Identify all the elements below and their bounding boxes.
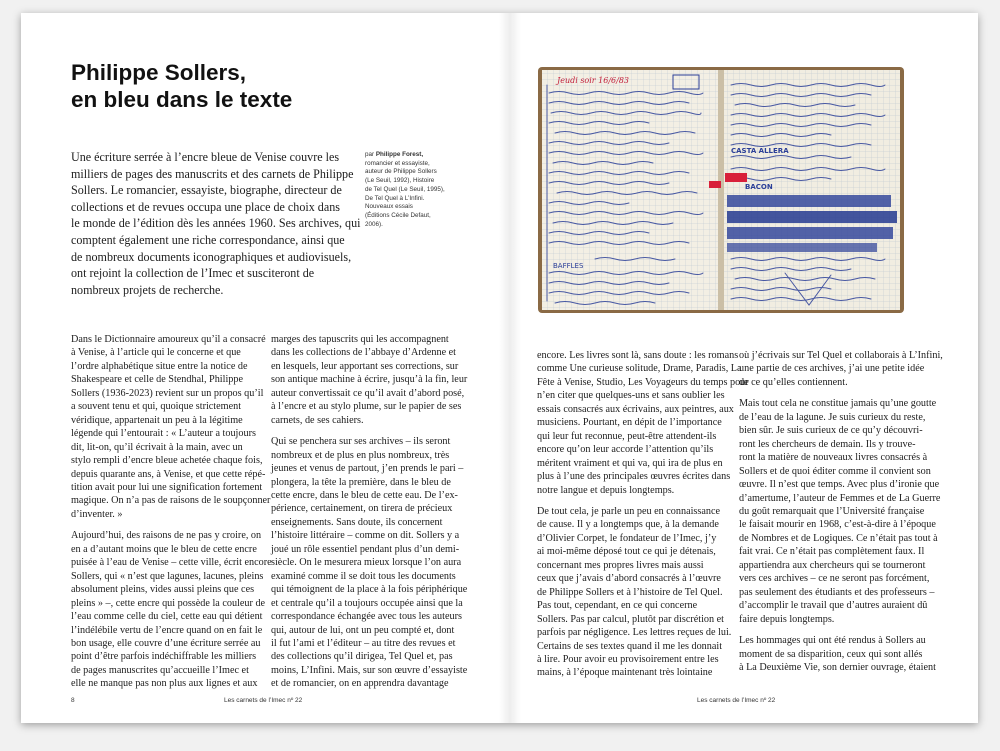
body-line: ceux que j’avais d’abord consacrés à l’œuvre [537,573,721,585]
body-line: Sollers (1936-2023) revient sur un propos qu’il [71,387,264,399]
body-line: a souvent tenu et qui, quoique strictement [71,401,242,413]
body-line: l’eau comme celle du ciel, cette eau qui détient [71,611,263,623]
body-line: carnets, de ses cahiers. [271,414,364,426]
body-line: nombreux et de plus en plus nombreux, très [271,449,450,461]
notebook-word-casta: CASTA ALLERA [731,147,789,155]
body-line: où j’écrivais sur Tel Quel et collaborais à L’Infini, [739,350,943,361]
body-line: faire depuis longtemps. [739,613,835,625]
body-line: joué un rôle essentiel pendant plus d’un demi- [271,543,460,555]
body-line: son antique machine à écrire, jusqu’à la fin, leur [271,374,468,386]
body-line: comme Une curieuse solitude, Drame, Paradis, La [537,363,742,375]
body-line: parfois par négligence. Les lettres reçues de lui. [537,627,732,639]
byline-prefix: par [365,151,376,158]
body-line: stylo rempli d’encre bleue achetée chaque fois, [71,455,263,467]
body-line: fait vrai. Ce n’était pas complètement faux. Il [739,546,925,558]
body-line: vers ces archives – ce ne seront pas forcément, [739,573,930,585]
body-line: Sollers. Pas par calcul, plutôt par discrétion et [537,613,725,625]
body-column-1 [71,333,272,691]
body-column-3 [537,349,749,680]
body-line: depuis quarante ans, à Venise, et que cette répé- [71,468,266,480]
body-line: plongera, la tête la première, dans le bleu de [271,476,451,488]
body-line: une partie de ces archives, j’ai une petite idée [739,363,925,375]
body-line: plus à l’une des principales œuvres écrites dans [537,471,731,483]
body-line: mains, à l’époque maintenant très lointaine [537,667,713,679]
body-line: cette encre, dans le bleu de cette eau. De l’ex- [271,489,458,501]
lede-line: nombreux projets de recherche. [71,282,224,297]
body-line: en a d’autant moins que le bleu de cette encre [71,543,257,555]
body-line: encore qu’on leur accorde l’attention qu’ils [537,444,714,456]
body-line: de Nombres et de Logiques. Ce n’était pas tout à [739,532,938,544]
body-line: Dans le Dictionnaire amoureux qu’il a consacré [71,334,266,345]
body-line: puisée à l’eau de Venise – cette ville, écrit encore [71,557,272,569]
page-gutter [499,13,521,723]
body-line: l’histoire littéraire – comme on dit. Sollers y a [271,530,460,542]
body-line: Pas tout, cependant, en ce qui concerne [537,600,698,612]
journal-name-right: Les carnets de l’Imec nº 22 [697,697,776,704]
body-line: à Venise, à l’article qui le concerne et que [71,347,241,359]
body-line: d’amertume, l’auteur de Femmes et de La Guerre [739,492,941,504]
body-line: l’ordre alphabétique situe entre la notice de [71,360,248,372]
body-line: bon usage, elle couvre d’une écriture serrée au [71,637,261,649]
body-line: du goût remarquait que l’Université française [739,505,925,517]
body-line: appartiendra aux chercheurs qui se tourneront [739,559,926,571]
body-line: marges des tapuscrits qui les accompagnent [271,334,449,345]
article-title [71,59,292,113]
byline-line: de Tel Quel (Le Seuil, 1995), [365,185,445,193]
body-line: à l’encre et au stylo plume, sur le papier de ses [271,401,462,413]
body-line: d’inventer. » [71,508,123,520]
body-line: Sollers et de quoi éditer comme il convient son [739,465,931,477]
body-line: Fête à Venise, Studio, Les Voyageurs du temps pour [537,376,749,388]
body-line: Les hommages qui ont été rendus à Sollers au [739,635,926,647]
body-line: musiciens. Pourtant, en dépit de l’importance [537,417,722,429]
byline-line: De Tel Quel à L’Infini. [365,194,425,202]
body-line: qui leur fut reconnue, peut-être attendent-ils [537,430,717,442]
body-line: moins, L’Infini. Mais, sur son œuvre d’essayiste [271,664,468,676]
red-ink-mark [725,173,747,182]
notebook-word-bacon: BACON [745,183,773,191]
body-line: en lesquels, leur apportant ses corrections, sur [271,360,459,372]
body-line: concernant mes propres livres mais aussi [537,559,704,571]
body-line: siècle. On le mesurera mieux lorsque l’on aura [271,557,462,569]
body-line: qui, autour de lui, ont un peu compté et, dont [271,624,455,636]
body-line: pleins » –, cette encre qui possède la couleur de [71,597,266,609]
body-line: périence, certainement, on tirera de précieux [271,503,453,515]
article-lede [71,149,361,298]
body-line: elle ne manque pas non plus aux lignes et aux [71,678,258,690]
title-line: en bleu dans le texte [71,87,293,112]
author-byline [365,151,485,229]
body-line: moment de sa disparition, ceux qui sont allés [739,648,923,660]
body-line: Shakespeare et celle de Stendhal, Philippe [71,374,243,386]
body-line: De tout cela, je parle un peu en connaissance [537,505,721,517]
lede-line: collections et de revues occupa une place de choix dans [71,199,340,214]
lede-line: comptent également une riche correspondance, ainsi que [71,232,345,247]
byline-author-line [365,151,485,160]
body-line: ai moi-même déposé tout ce qui je détenais, [537,546,716,558]
byline-line: romancier et essayiste, [365,159,430,167]
notebook-spine [718,70,724,310]
lede-line: Une écriture serrée à l’encre bleue de Venise couvre les [71,150,340,164]
body-line: Certains de ses textes quand il me les donnait [537,640,723,652]
body-line: véridique, appartenait un peu à la légitime [71,414,243,426]
notebook-word-baffles: BAFFLES [553,262,584,270]
body-line: de l’eau de la lagune. Je suis curieux du reste, [739,411,926,423]
lede-line: milliers de pages des manuscrits et des carnets de Philippe [71,166,354,181]
body-line: n’en citer que quelques-uns et sans oublier les [537,390,725,402]
body-line: jeunes et venus de partout, j’en prends le pari – [271,463,464,475]
body-line: Qui se penchera sur ses archives – ils seront [271,436,451,448]
body-line: tition avait pour lui une signification fortement [71,481,263,493]
body-line: de cause. Il y a longtemps que, à la demande [537,519,719,531]
body-line: encore. Les livres sont là, sans doute : les romans [537,350,739,361]
body-line: notre langue et depuis longtemps. [537,484,675,496]
body-line: point d’être parfois indéchiffrable les milliers [71,651,257,663]
body-line: de pages manuscrites qu’accueille l’Imec et [71,664,249,676]
title-line: Philippe Sollers, [71,60,247,85]
body-line: bien sûr. Je suis curieux de ce qu’y découvri- [739,425,923,437]
body-line: ront la matière de nouveaux livres consacrés à [739,452,928,464]
body-line: à lire. Pour avoir eu provisoirement entre les [537,653,719,665]
lede-line: de nombreux documents iconographiques et audiovisuels, [71,249,352,264]
body-line: absolument pleins, vides aussi pleins que ces [71,584,255,596]
notebook-photo [535,61,906,317]
body-line: des collections qu’il dirigea, Tel Quel et, pas [271,651,453,663]
body-line: dit, lit-on, qu’il écrivait à la main, avec un [71,441,243,453]
body-line: il fut l’ami et l’éditeur – au titre des revues et [271,637,456,649]
body-line: le faisait mourir en 1968, c’est-à-dire à l’époque [739,519,936,531]
byline-line: (Le Seuil, 1992), Histoire [365,177,435,185]
body-line: œuvre. Il n’est que temps. Avec plus d’ironie que [739,479,940,491]
body-line: d’Olivier Corpet, le fondateur de l’Imec, j’y [537,532,717,544]
journal-name-left: Les carnets de l’Imec nº 22 [224,697,303,704]
body-line: correspondance échangée avec tous les auteurs [271,611,462,623]
magazine-spread [21,13,978,723]
body-line: de ce qu’elles contiennent. [739,376,848,388]
body-line: légende qui l’entourait : « L’auteur a toujours [71,428,256,440]
body-line: examiné comme il se doit tous les documents [271,570,456,582]
body-line: qui témoignent de la place à la fois périphérique [271,584,468,596]
body-line: d’accomplir le travail que d’autres auraient dû [739,600,928,612]
body-line: l’indélébile vertu de l’encre quand on en fait le [71,624,263,636]
body-line: magique. On n’a pas de raisons de le soupçonner [71,495,271,507]
byline-line: Nouveaux essais [365,203,413,211]
byline-line: 2006). [365,220,383,228]
body-line: enseignements. Sans doute, ils concernent [271,516,443,528]
body-line: et centrale qu’il a toujours occupée ainsi que la [271,597,463,609]
body-line: Sollers, qui « n’est que lagunes, lacunes, pleins [71,570,264,582]
body-column-2 [271,333,468,691]
notebook-header-text: Jeudi soir 16/6/83 [557,76,630,85]
body-line: et de romancier, on en apprendra davantage [271,678,449,690]
body-line: Mais tout cela ne constitue jamais qu’une goutte [739,398,937,410]
body-line: méritent vraiment et qui va, qui ira de plus en [537,457,723,469]
byline-line: (Éditions Cécile Defaut, [365,211,431,219]
body-line: Aujourd’hui, des raisons de ne pas y croire, on [71,530,262,542]
body-line: de Philippe Sollers et à l’histoire de Tel Quel. [537,586,723,598]
body-line: ront les chercheurs de demain. Ils y trouve- [739,438,916,450]
body-line: auteur convertissait ce qu’il avait d’abord posé, [271,387,465,399]
body-line: pas seulement des étudiants et des professeurs – [739,586,935,598]
page-number-left: 8 [71,697,75,704]
body-column-4 [739,349,943,674]
body-line: à La Deuxième Vie, son dernier ouvrage, étaient [739,661,936,673]
lede-line: Sollers. Le romancier, essayiste, biographe, directeur de [71,183,342,198]
body-line: dans les collections de l’abbaye d’Ardenne et [271,347,457,359]
body-line: essais consacrés aux écrivains, aux peintres, aux [537,403,734,415]
byline-line: auteur de Philippe Sollers [365,168,437,176]
lede-line: ont rejoint la collection de l’Imec et susciteront de [71,266,315,281]
byline-author: Philippe Forest, [375,151,424,158]
lede-line: le monde de l’édition dès les années 1960. Ses archives, qui [71,216,361,231]
